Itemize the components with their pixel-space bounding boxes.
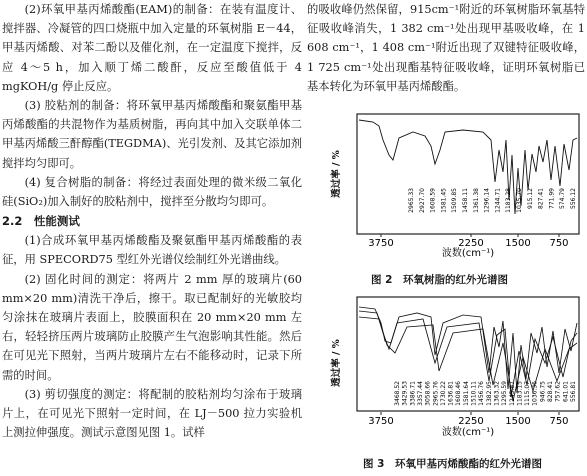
peak-label: 1361.38 [472,188,480,213]
figure-3-svg [313,293,585,439]
section-heading-performance-test: 2.2 性能测试 [2,214,80,229]
x-tick-label: 750 [549,416,569,427]
x-tick-label: 2250 [458,416,484,427]
peak-label: 1245.87 [508,381,516,406]
peak-label: 1581.64 [462,381,470,406]
peak-label: 1382.95 [485,381,493,406]
peak-label: 1183.15 [516,381,524,406]
figure-3-caption: 图 3 环氧甲基丙烯酸酯的红外光谱图 [363,458,542,470]
peak-label: 1115.07 [524,381,532,406]
fig2-plot-frame [357,114,579,234]
peak-label: 1636.81 [447,381,455,406]
peak-label: 1608.59 [429,188,437,213]
peak-label: 1244.71 [494,188,502,213]
peak-label: 1581.45 [440,188,448,213]
x-tick-label: 3750 [368,238,394,249]
peak-label: 1510.11 [470,381,478,406]
peak-label: 3468.52 [394,381,401,406]
peak-label: 2965.33 [408,188,415,213]
peak-label: 771.99 [548,188,556,209]
peak-label: 574.79 [559,188,567,210]
peak-label: 556.12 [570,188,577,209]
fig3-peak-labels [394,381,577,406]
peak-label: 1730.22 [439,381,447,406]
peak-label: 1183.28 [505,188,513,213]
peak-label: 556.81 [570,381,577,402]
peak-label: 2965.76 [432,381,440,406]
fig3-x-axis-label: 波数(cm⁻¹) [441,427,495,438]
peak-label: 1363.32 [493,381,501,406]
figure-3-ir-spectrum [313,293,585,470]
peak-label: 1608.46 [455,381,463,406]
left-text-column [2,0,302,442]
x-tick-label: 1500 [505,238,531,249]
paragraph-ir-interpretation: 的吸收峰仍然保留，915cm⁻¹附近的环氧树脂环氧基特征吸收峰消失，1 382 cm⁻¹处出现甲基吸收峰，在 1 608 cm⁻¹，1 408 cm⁻¹附近出现了双键特征吸收峰，1 725 cm⁻¹处出现酯基特征吸收峰，证明环氧树脂已基本转化为环氧甲基丙烯酸酯。 [307,3,585,93]
figure-2-svg [313,110,585,260]
peak-label: 1036.36 [531,381,539,406]
fig2-y-axis-label: 透过率 / % [331,150,342,198]
paragraph-curing-time: (2) 固化时间的测定：将两片 2 mm 厚的玻璃片(60 mm×20 mm)清洗干净后，擦干。取已配制好的光敏胶均匀涂抹在玻璃片表面上，胶膜面积在 20 mm×20 mm 左右，轻轻挤压两片玻璃防止胶膜产生气泡影响其性能。然后在可见光下照射，当两片玻璃片左右不能移动时，记录下所需的时间。 [2,272,302,382]
paragraph-ir-characterization: (1)合成环氧甲基丙烯酸酯及聚氨酯甲基丙烯酸酯的表征，用 SPECORD75 型红外光谱仪绘制红外光谱曲线。 [2,234,302,267]
fig3-x-ticks [368,412,568,427]
peak-label: 1458.11 [462,188,469,213]
peak-label: 946.75 [539,381,547,402]
right-text-column [307,0,585,96]
fig3-y-axis-label: 透过率 / % [331,339,342,387]
peak-label: 915.12 [526,188,534,209]
peak-label: 2927.70 [418,188,426,213]
x-tick-label: 3750 [368,416,394,427]
peak-label: 1456.76 [478,381,486,406]
fig2-x-axis-label: 波数(cm⁻¹) [441,248,495,259]
x-tick-label: 2250 [458,238,484,249]
paragraph-eam-preparation: (2)环氧甲基丙烯酸酯(EAM)的制备：在装有温度计、搅拌器、冷凝管的四口烧瓶中加入定量的环氧树脂 E－44，甲基丙烯酸、对苯二酚以及催化剂，在一定温度下搅拌，反应 4～5 h，加入顺丁烯二酸酐，反应至酸值低于 4 mgKOH/g 停止反应。 [2,3,302,93]
paragraph-adhesive-preparation: (3) 胶粘剂的制备：将环氧甲基丙烯酸酯和聚氨酯甲基丙烯酸酯的共混物作为基质树脂，再向其中加入交联单体二甲基丙烯酸三酐醇酯(TEGDMA)、光引发剂、及其它添加剂搅拌均匀即可。 [2,99,302,170]
peak-label: 757.62 [554,381,562,402]
peak-label: 3429.53 [401,381,409,406]
fig2-x-ticks [368,234,568,249]
figure-2-caption: 图 2 环氧树脂的红外光谱图 [371,274,508,286]
x-tick-label: 1500 [505,416,531,427]
x-tick-label: 750 [549,238,569,249]
peak-label: 827.41 [537,188,545,209]
peak-label: 3058.66 [424,381,432,406]
paragraph-shear-strength: (3) 剪切强度的测定：将配制的胶粘剂均匀涂布于玻璃片上，在可见光下照射一定时间，在 LJ－500 拉力实验机上测拉伸强度。测试示意图见图 1。试样 [2,387,302,440]
peak-label: 828.41 [547,381,555,402]
peak-label: 1295.59 [501,381,509,406]
peak-label: 1035.70 [516,188,523,213]
peak-label: 3386.71 [409,381,417,406]
paragraph-composite-preparation: (4) 复合树脂的制备：将经过表面处理的微米级二氧化硅(SiO₂)加入制好的胶粘剂中，搅拌至分散均匀即可。 [2,175,302,209]
peak-label: 1509.85 [451,188,459,213]
peak-label: 1296.14 [483,188,491,213]
peak-label: 3357.44 [416,381,424,406]
peak-label: 641.01 [562,381,570,402]
figure-2-ir-spectrum [313,110,585,286]
